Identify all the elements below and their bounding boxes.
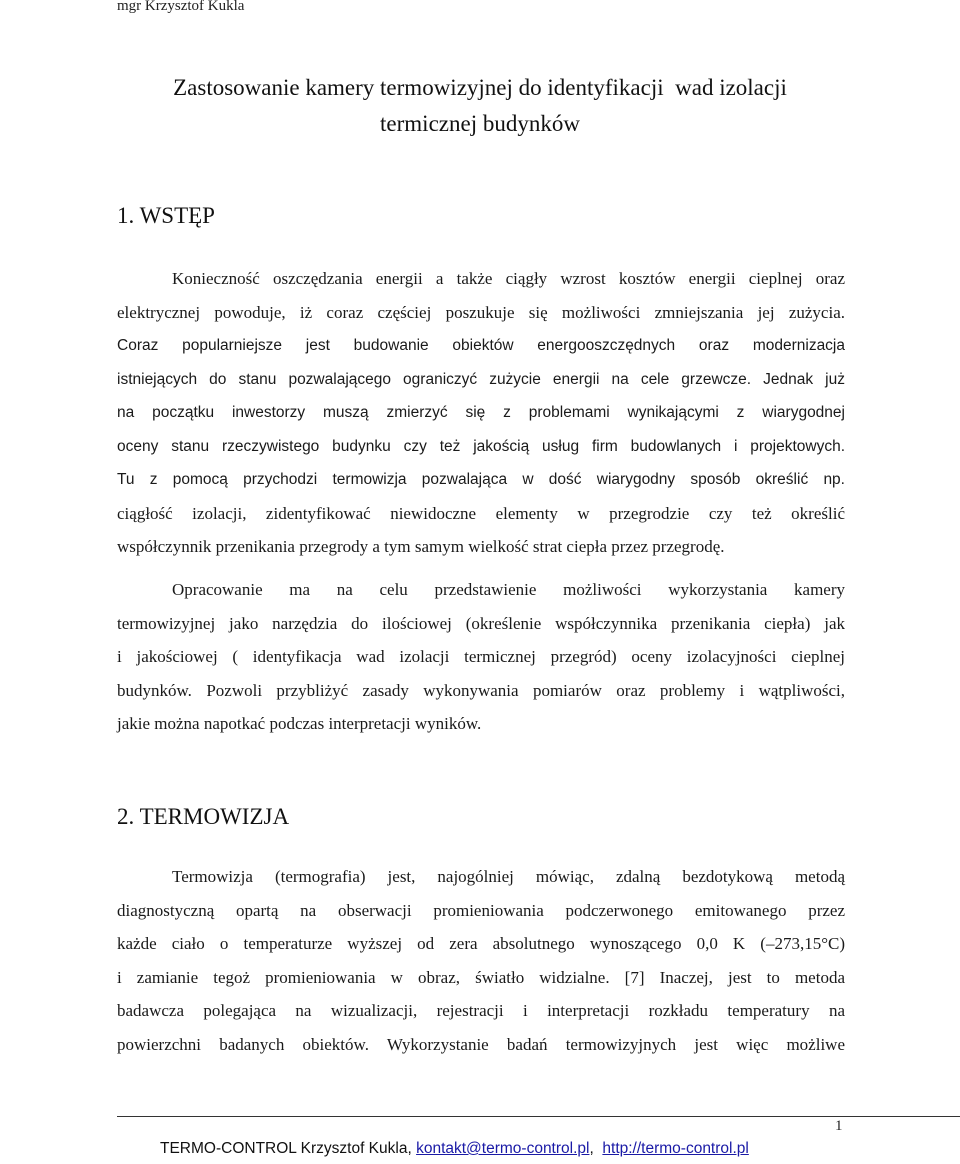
text-line: i zamianie tegoż promieniowania w obraz, światło widzialne. [7] Inaczej, jest to metoda [117,967,845,987]
text-line: Coraz popularniejsze jest budowanie obiektów energooszczędnych oraz modernizacja [117,337,845,354]
text-line: istniejących do stanu pozwalającego ograniczyć zużycie energii na cele grzewcze. Jednak już [117,370,845,388]
footer [160,1140,749,1158]
text-line: jakie można napotkać podczas interpretacji wyników. [117,714,482,733]
text-line: współczynnik przenikania przegrody a tym samym wielkość strat ciepła przez przegrodę. [117,537,725,556]
section-heading-thermography: 2. TERMOWIZJA [117,804,290,829]
text-line: Termowizja (termografia) jest, najogólniej mówiąc, zdalną bezdotykową metodą [172,867,845,886]
page-number: 1 [835,1118,843,1134]
text-line: badawcza polegająca na wizualizacji, rejestracji i interpretacji rozkładu temperatury na [117,1001,845,1020]
footer-separator: , [589,1140,603,1157]
intro-paragraph-1 [117,262,845,564]
title-line-2: termicznej budynków [380,111,580,136]
text-line: termowizyjnej jako narzędzia do ilościowej (określenie współczynnika przenikania ciepła) jak [117,613,845,633]
text-line: ciągłość izolacji, zidentyfikować niewidoczne elementy w przegrodzie czy też określić [117,503,845,523]
footer-divider [117,1116,960,1117]
footer-email-link[interactable]: kontakt@termo-control.pl [416,1140,590,1157]
text-line: Opracowanie ma na celu przedstawienie możliwości wykorzystania kamery [172,580,845,599]
footer-website-link[interactable]: http://termo-control.pl [602,1140,749,1157]
text-line: każde ciało o temperaturze wyższej od zera absolutnego wynoszącego 0,0 K (–273,15°C) [117,934,845,953]
text-line: powierzchni badanych obiektów. Wykorzystanie badań termowizyjnych jest więc możliwe [117,1034,845,1054]
running-header-author: mgr Krzysztof Kukla [117,0,245,14]
text-line: budynków. Pozwoli przybliżyć zasady wykonywania pomiarów oraz problemy i wątpliwości, [117,680,845,700]
footer-company: TERMO-CONTROL Krzysztof Kukla, [160,1140,417,1157]
text-line: Tu z pomocą przychodzi termowizja pozwalająca w dość wiarygodny sposób określić np. [117,471,845,488]
text-line: diagnostyczną opartą na obserwacji promieniowania podczerwonego emitowanego przez [117,900,845,920]
section-heading-intro: 1. WSTĘP [117,203,215,228]
text-line: na początku inwestorzy muszą zmierzyć się z problemami wynikającymi z wiarygodnej [117,404,845,421]
text-line: oceny stanu rzeczywistego budynku czy też jakością usług firm budowlanych i projektowych. [117,437,845,455]
document-title [100,70,860,142]
text-line: Konieczność oszczędzania energii a także ciągły wzrost kosztów energii cieplnej oraz [172,269,845,288]
text-line: elektrycznej powoduje, iż coraz częściej poszukuje się możliwości zmniejszania jej zużycia. [117,302,845,322]
text-line: i jakościowej ( identyfikacja wad izolacji termicznej przegród) oceny izolacyjności cieplnej [117,647,845,666]
title-line-1: Zastosowanie kamery termowizyjnej do identyfikacji wad izolacji [173,75,787,100]
intro-paragraph-2 [117,573,845,741]
thermography-paragraph [117,860,845,1061]
